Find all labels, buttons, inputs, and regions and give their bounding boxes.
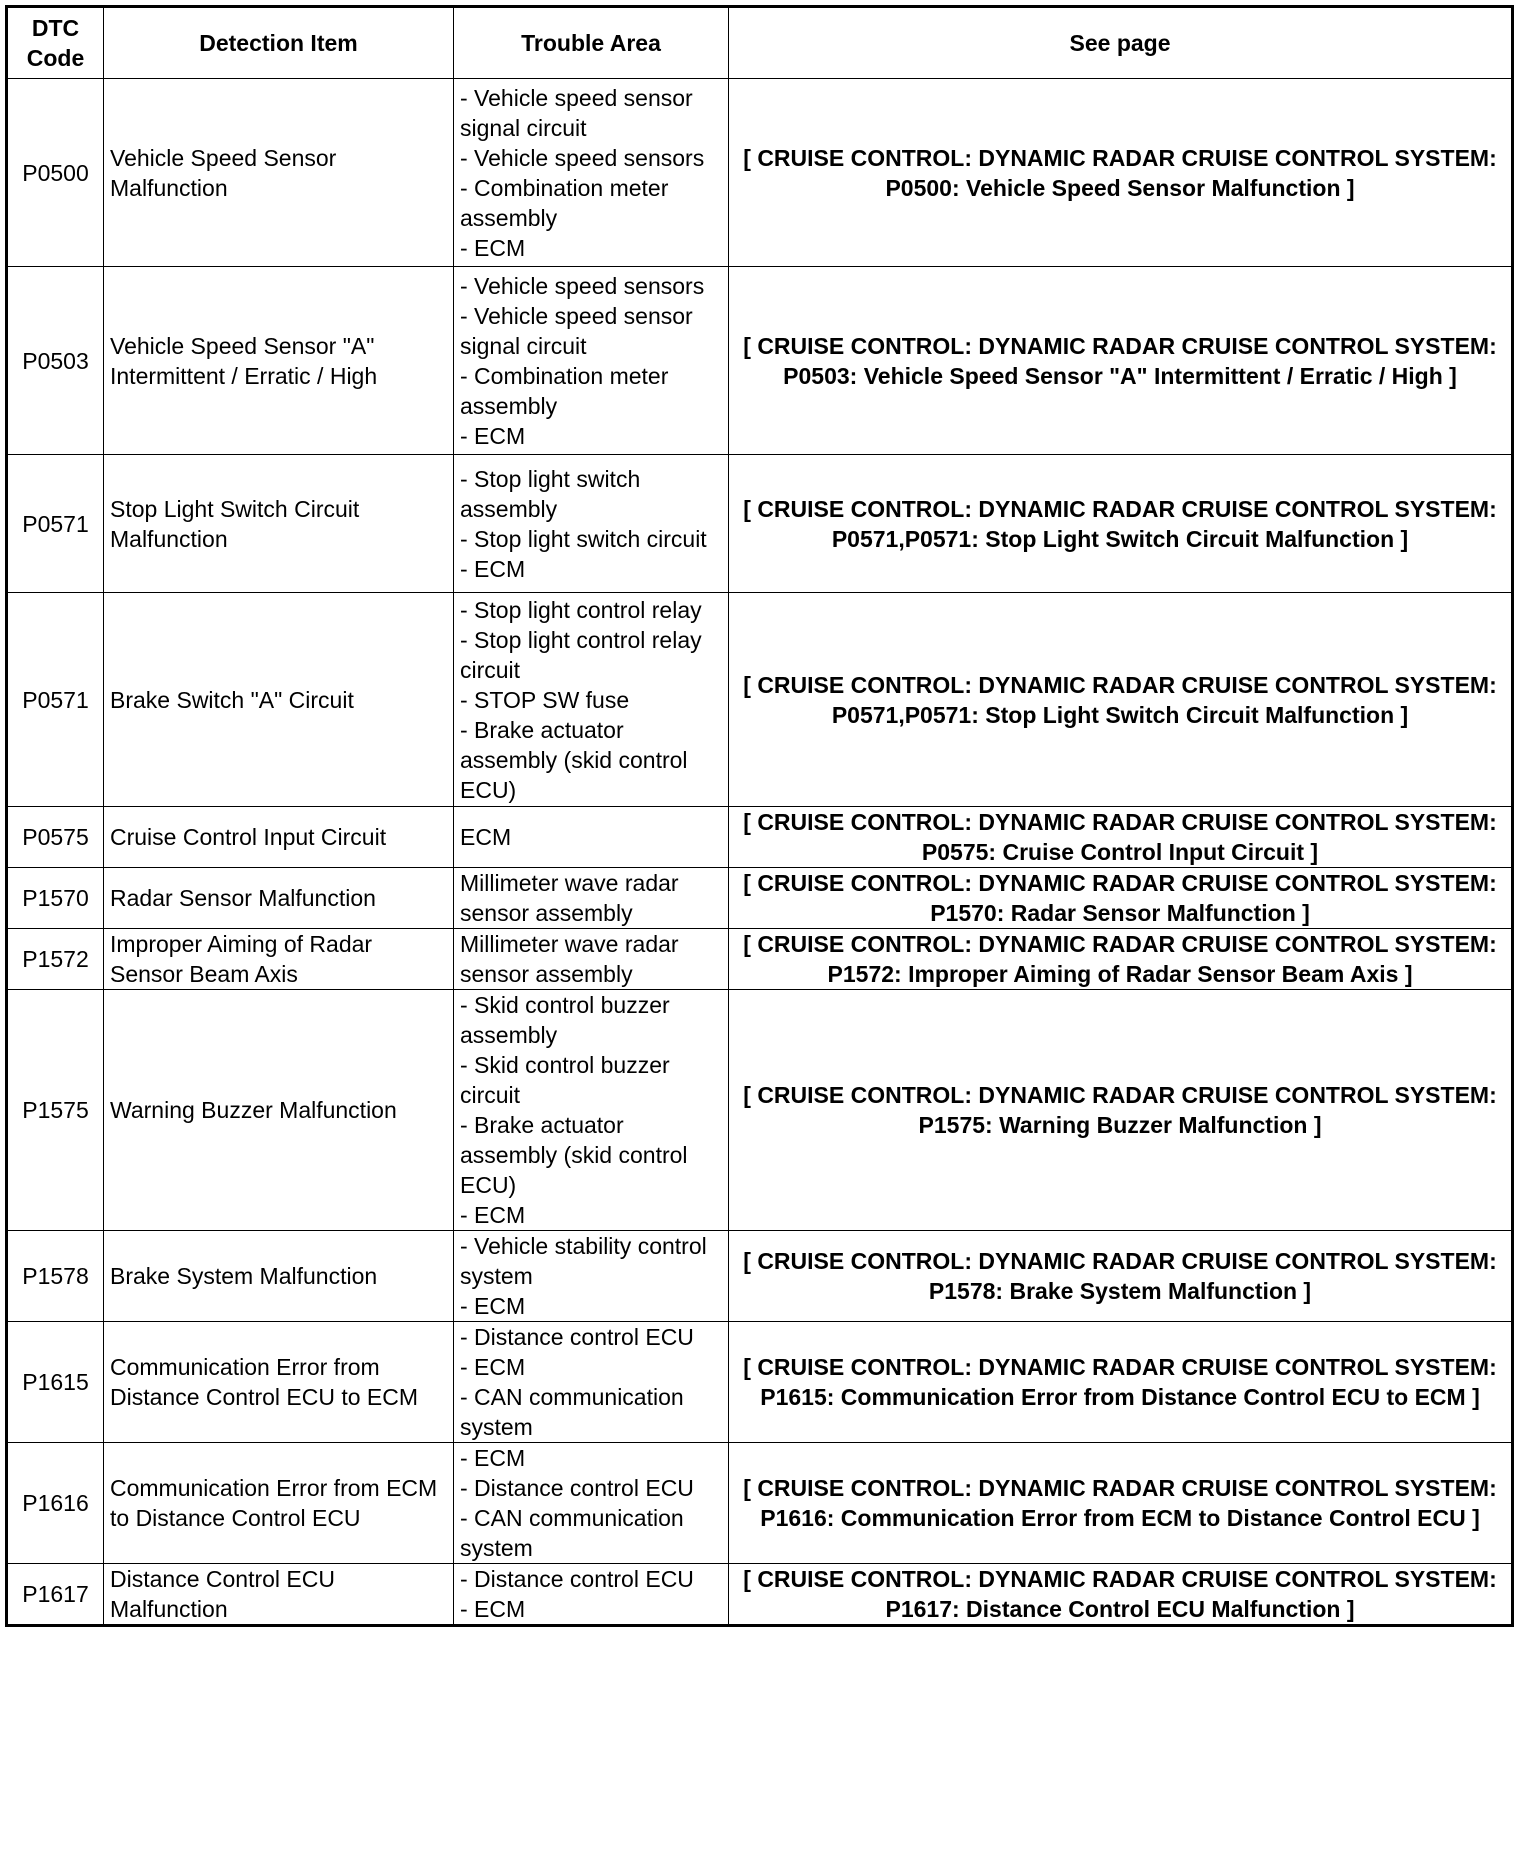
trouble-area-line: - ECM [460, 1596, 526, 1622]
trouble-area-line: - ECM [460, 1202, 526, 1228]
see-page-link[interactable]: [ CRUISE CONTROL: DYNAMIC RADAR CRUISE CONTROL SYSTEM: P0571,P0571: Stop Light Switch Circuit Malfunction ] [729, 455, 1513, 593]
header-row [7, 7, 1513, 79]
trouble-area-line: - ECM [460, 422, 526, 449]
detection-item: Warning Buzzer Malfunction [104, 990, 454, 1231]
see-page-link[interactable]: [ CRUISE CONTROL: DYNAMIC RADAR CRUISE CONTROL SYSTEM: P1617: Distance Control ECU Malfunction ] [729, 1564, 1513, 1626]
header-detection-item: Detection Item [104, 7, 454, 79]
trouble-area [454, 1231, 729, 1322]
table-row [7, 1231, 1513, 1322]
header-trouble-area: Trouble Area [454, 7, 729, 79]
see-page-link[interactable]: [ CRUISE CONTROL: DYNAMIC RADAR CRUISE CONTROL SYSTEM: P1575: Warning Buzzer Malfunction ] [729, 990, 1513, 1231]
table-row [7, 868, 1513, 929]
header-dtc-code: DTC Code [7, 7, 104, 79]
dtc-code: P0500 [7, 79, 104, 267]
dtc-code: P0571 [7, 455, 104, 593]
detection-item: Cruise Control Input Circuit [104, 807, 454, 868]
trouble-area-line: - Distance control ECU [460, 1324, 694, 1350]
trouble-area-line: - Distance control ECU [460, 1566, 694, 1592]
see-page-link[interactable]: [ CRUISE CONTROL: DYNAMIC RADAR CRUISE CONTROL SYSTEM: P0571,P0571: Stop Light Switch Circuit Malfunction ] [729, 593, 1513, 807]
trouble-area [454, 868, 729, 929]
trouble-area-line: - Stop light control relay [460, 596, 702, 623]
trouble-area-line: - ECM [460, 555, 526, 582]
dtc-code: P1578 [7, 1231, 104, 1322]
trouble-area-line: Millimeter wave radar sensor assembly [460, 870, 679, 926]
trouble-area [454, 593, 729, 807]
trouble-area-line: ECM [460, 824, 512, 850]
trouble-area-line: - ECM [460, 1354, 526, 1380]
trouble-area-line: - Skid control buzzer circuit [460, 1052, 670, 1108]
trouble-area [454, 1564, 729, 1626]
detection-item: Improper Aiming of Radar Sensor Beam Axis [104, 929, 454, 990]
trouble-area [454, 807, 729, 868]
trouble-area-line: - Stop light switch assembly [460, 465, 641, 522]
dtc-code: P1616 [7, 1443, 104, 1564]
table-row [7, 593, 1513, 807]
table-row [7, 1322, 1513, 1443]
see-page-link[interactable]: [ CRUISE CONTROL: DYNAMIC RADAR CRUISE CONTROL SYSTEM: P1572: Improper Aiming of Radar Sensor Beam Axis ] [729, 929, 1513, 990]
dtc-table [5, 5, 1514, 1627]
see-page-link[interactable]: [ CRUISE CONTROL: DYNAMIC RADAR CRUISE CONTROL SYSTEM: P1570: Radar Sensor Malfunction ] [729, 868, 1513, 929]
trouble-area-line: - Brake actuator assembly (skid control ECU) [460, 1112, 688, 1198]
trouble-area-line: - ECM [460, 1293, 526, 1319]
trouble-area-line: - Vehicle speed sensors [460, 144, 705, 171]
see-page-link[interactable]: [ CRUISE CONTROL: DYNAMIC RADAR CRUISE CONTROL SYSTEM: P1578: Brake System Malfunction ] [729, 1231, 1513, 1322]
trouble-area-line: - Stop light control relay circuit [460, 626, 702, 683]
detection-item: Stop Light Switch Circuit Malfunction [104, 455, 454, 593]
trouble-area [454, 455, 729, 593]
see-page-link[interactable]: [ CRUISE CONTROL: DYNAMIC RADAR CRUISE CONTROL SYSTEM: P1616: Communication Error from ECM to Distance Control ECU ] [729, 1443, 1513, 1564]
trouble-area-line: - Stop light switch circuit [460, 525, 707, 552]
table-body [7, 79, 1513, 1626]
see-page-link[interactable]: [ CRUISE CONTROL: DYNAMIC RADAR CRUISE CONTROL SYSTEM: P0503: Vehicle Speed Sensor "A" Intermittent / Erratic / High ] [729, 267, 1513, 455]
see-page-link[interactable]: [ CRUISE CONTROL: DYNAMIC RADAR CRUISE CONTROL SYSTEM: P0575: Cruise Control Input Circuit ] [729, 807, 1513, 868]
detection-item: Vehicle Speed Sensor Malfunction [104, 79, 454, 267]
trouble-area-line: - Vehicle speed sensor signal circuit [460, 84, 693, 141]
trouble-area-line: - CAN communication system [460, 1505, 684, 1561]
trouble-area-line: - Vehicle speed sensors [460, 272, 705, 299]
detection-item: Brake System Malfunction [104, 1231, 454, 1322]
table-row [7, 929, 1513, 990]
table-row [7, 455, 1513, 593]
detection-item: Radar Sensor Malfunction [104, 868, 454, 929]
see-page-link[interactable]: [ CRUISE CONTROL: DYNAMIC RADAR CRUISE CONTROL SYSTEM: P0500: Vehicle Speed Sensor Malfunction ] [729, 79, 1513, 267]
header-see-page: See page [729, 7, 1513, 79]
see-page-link[interactable]: [ CRUISE CONTROL: DYNAMIC RADAR CRUISE CONTROL SYSTEM: P1615: Communication Error from Distance Control ECU to ECM ] [729, 1322, 1513, 1443]
trouble-area-line: - Distance control ECU [460, 1475, 694, 1501]
table-row [7, 1564, 1513, 1626]
trouble-area-line: - ECM [460, 1445, 526, 1471]
trouble-area-line: - ECM [460, 234, 526, 261]
dtc-code: P0503 [7, 267, 104, 455]
detection-item: Distance Control ECU Malfunction [104, 1564, 454, 1626]
dtc-code: P1570 [7, 868, 104, 929]
detection-item: Brake Switch "A" Circuit [104, 593, 454, 807]
trouble-area [454, 1322, 729, 1443]
trouble-area-line: Millimeter wave radar sensor assembly [460, 931, 679, 987]
trouble-area [454, 79, 729, 267]
trouble-area [454, 929, 729, 990]
trouble-area [454, 1443, 729, 1564]
table-row [7, 1443, 1513, 1564]
table-row [7, 990, 1513, 1231]
detection-item: Communication Error from Distance Control ECU to ECM [104, 1322, 454, 1443]
trouble-area-line: - Vehicle speed sensor signal circuit [460, 302, 693, 359]
trouble-area-line: - Skid control buzzer assembly [460, 992, 670, 1048]
detection-item: Communication Error from ECM to Distance Control ECU [104, 1443, 454, 1564]
table-row [7, 267, 1513, 455]
table-row [7, 79, 1513, 267]
trouble-area-line: - Combination meter assembly [460, 174, 669, 231]
dtc-code: P1572 [7, 929, 104, 990]
trouble-area [454, 990, 729, 1231]
dtc-code: P1617 [7, 1564, 104, 1626]
trouble-area-line: - Combination meter assembly [460, 362, 669, 419]
dtc-code: P0575 [7, 807, 104, 868]
trouble-area-line: - Brake actuator assembly (skid control ECU) [460, 716, 688, 803]
detection-item: Vehicle Speed Sensor "A" Intermittent / Erratic / High [104, 267, 454, 455]
trouble-area-line: - CAN communication system [460, 1384, 684, 1440]
table-row [7, 807, 1513, 868]
trouble-area [454, 267, 729, 455]
trouble-area-line: - STOP SW fuse [460, 686, 630, 713]
trouble-area-line: - Vehicle stability control system [460, 1233, 707, 1289]
dtc-code: P1575 [7, 990, 104, 1231]
dtc-code: P0571 [7, 593, 104, 807]
dtc-code: P1615 [7, 1322, 104, 1443]
